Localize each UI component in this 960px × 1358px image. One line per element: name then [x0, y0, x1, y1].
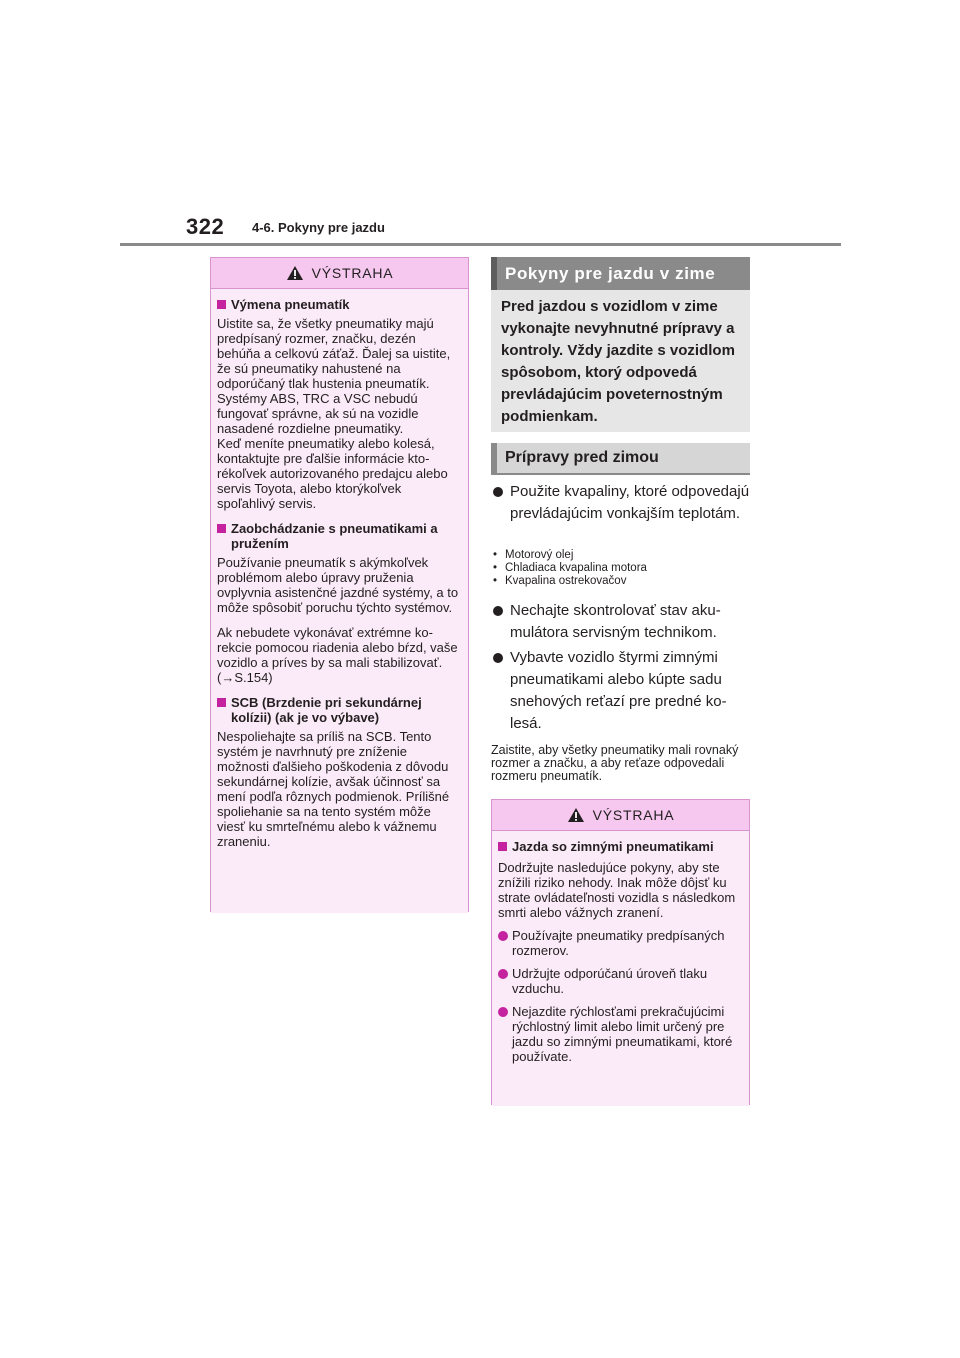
square-bullet-icon: [498, 842, 507, 851]
list-item: • Chladiaca kvapalina motora: [491, 562, 647, 575]
warning-subheading: Jazda so zimnými pneumatikami: [498, 839, 743, 854]
warning-subheading: SCB (Brzdenie pri sekundárnej kolízii) (ak je vo výbave): [217, 695, 462, 725]
list-item: Použite kvapaliny, ktoré odpovedajú prevládajúcim vonkajším teplotám.: [491, 481, 753, 525]
list-item: Používajte pneumatiky predpísaných rozmerov.: [498, 928, 743, 958]
list-item: Udržujte odporúčanú úroveň tlaku vzduchu.: [498, 966, 743, 996]
winter-heading: Pokyny pre jazdu v zime: [491, 257, 750, 290]
bullet-dot-icon: [493, 606, 503, 616]
warning-box-right: [491, 799, 750, 1105]
warning-header: [211, 258, 468, 289]
warning-body: [492, 831, 749, 1106]
warning-subheading: Zaobchádzanie s pneumatikami a pružením: [217, 521, 462, 551]
warning-paragraph: Dodržujte nasledujúce pokyny, aby ste znížili riziko nehody. Inak môže dôjsť ku strate ovládateľnosti vozidla s následkom smrti alebo vážnych zranení.: [498, 860, 736, 920]
warning-title: VÝSTRAHA: [592, 807, 675, 823]
warning-paragraph: Používanie pneumatík s akýmkoľvek problémom alebo úpravy pruženia ovplyvnia asistenčné jazdné systémy, a to môže spôsobiť poruchu týchto systémov.: [217, 555, 459, 615]
warning-subheading: Výmena pneumatík: [217, 297, 462, 312]
warning-body: [211, 289, 468, 913]
fluids-list: [491, 549, 647, 588]
warning-triangle-icon: [567, 807, 585, 823]
bullet-dot-icon: [498, 1007, 508, 1017]
square-bullet-icon: [217, 300, 226, 309]
preparation-heading: Prípravy pred zimou: [491, 443, 750, 475]
bullet-dot-icon: [498, 931, 508, 941]
note-paragraph: Zaistite, aby všetky pneumatiky mali rovnaký rozmer a značku, a aby reťaze odpovedali rozmeru pneumatík.: [491, 743, 739, 783]
bullet-dot-icon: [493, 653, 503, 663]
section-title: 4-6. Pokyny pre jazdu: [252, 220, 385, 235]
header-divider: [120, 243, 841, 246]
warning-paragraph: Keď meníte pneumatiky alebo kolesá, kontaktujte pre ďalšie informácie ktorékoľvek autorizovaného predajcu alebo servis Toyota, alebo ktorýkoľvek spoľahlivý servis.: [217, 436, 448, 511]
warning-paragraph: Nespoliehajte sa príliš na SCB. Tento systém je navrhnutý pre zníženie možnosti ďalšieho poškodenia z dôvodu sekundárnej kolízie, avšak účinnosť sa mení podľa rôznych podmienok. Prílišné spoliehanie sa na tento systém môže viesť ku smrteľnému alebo k vážnemu zraneniu.: [217, 729, 450, 849]
square-bullet-icon: [217, 698, 226, 707]
bullet-dot-icon: [493, 487, 503, 497]
list-item: • Motorový olej: [491, 549, 647, 562]
page-number: 322: [186, 214, 225, 239]
list-item: Nejazdite rýchlosťami prekračujúcimi rýchlostný limit alebo limit určený pre jazdu so zimnými pneumatikami, ktoré používate.: [498, 1004, 743, 1064]
bullet-dot-icon: [498, 969, 508, 979]
warning-title: VÝSTRAHA: [311, 265, 394, 281]
warning-box-left: [210, 257, 469, 912]
warning-header: [492, 800, 749, 831]
list-item: Nechajte skontrolovať stav akumulátora servisným technikom.: [491, 600, 753, 644]
list-item: Vybavte vozidlo štyrmi zimnými pneumatikami alebo kúpte sadu snehových reťazí pre predné kolesá.: [491, 647, 753, 735]
warning-paragraph: Ak nebudete vykonávať extrémne korekcie pomocou riadenia alebo bŕzd, vaše vozidlo a príves by sa mali stabilizovať. (→S.154): [217, 625, 458, 685]
warning-paragraph: Uistite sa, že všetky pneumatiky majú predpísaný rozmer, značku, dezén behúňa a celkovú záťaž. Ďalej sa uistite, že sú pneumatiky nahustené na odporúčaný tlak hustenia pneumatík. Systémy ABS, TRC a VSC nebudú fungovať správne, ak sú na vozidle nasadené rozdielne pneumatiky.: [217, 316, 451, 436]
winter-intro: Pred jazdou s vozidlom v zime vykonajte nevyhnutné prípravy a kontroly. Vždy jazdite s vozidlom spôsobom, ktorý odpovedá prevládajúcim poveternostným podmienkam.: [491, 290, 750, 432]
square-bullet-icon: [217, 524, 226, 533]
warning-triangle-icon: [286, 265, 304, 281]
list-item: • Kvapalina ostrekovačov: [491, 575, 647, 588]
